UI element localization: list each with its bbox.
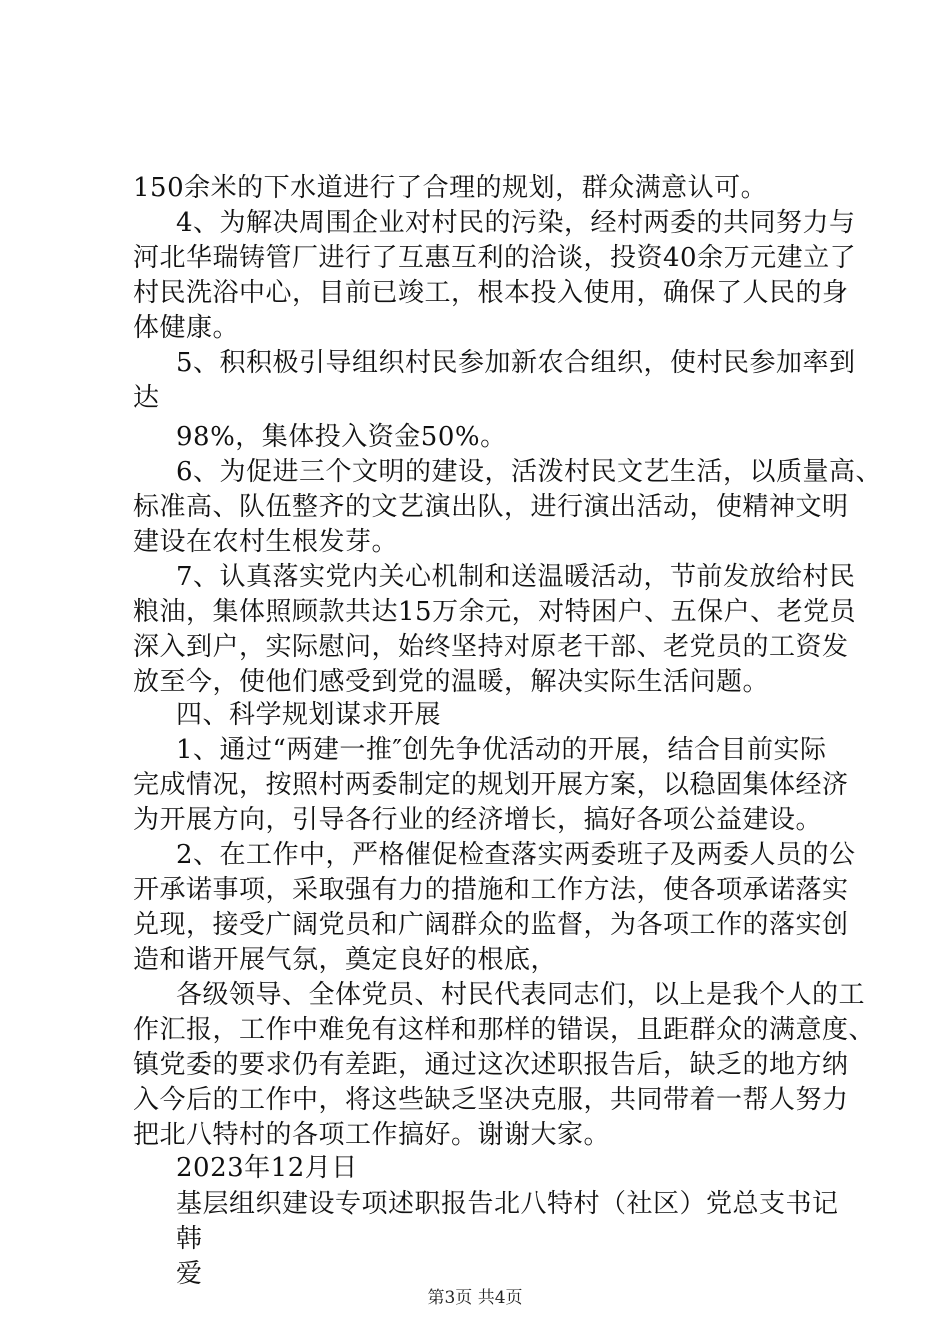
body-line: 98%，集体投入资金50%。 xyxy=(176,422,507,452)
body-line: 各级领导、全体党员、村民代表同志们，以上是我个人的工 xyxy=(176,980,866,1010)
body-line: 标准高、队伍整齐的文艺演出队，进行演出活动，使精神文明 xyxy=(133,492,849,522)
body-line: 作汇报，工作中难免有这样和那样的错误，且距群众的满意度、 xyxy=(133,1015,876,1045)
body-line: 兑现，接受广阔党员和广阔群众的监督，为各项工作的落实创 xyxy=(133,910,849,940)
body-line: 开承诺事项，采取强有力的措施和工作方法，使各项承诺落实 xyxy=(133,875,849,905)
report-date: 2023年12月日 xyxy=(176,1153,358,1183)
body-line: 6、为促进三个文明的建设，活泼村民文艺生活，以质量高、 xyxy=(176,457,883,487)
body-line: 150余米的下水道进行了合理的规划，群众满意认可。 xyxy=(133,173,768,203)
body-line: 河北华瑞铸管厂进行了互惠互利的洽谈，投资40余万元建立了 xyxy=(133,243,857,273)
body-line: 为开展方向，引导各行业的经济增长，搞好各项公益建设。 xyxy=(133,805,823,835)
signature-name-part: 韩 xyxy=(176,1224,203,1254)
body-line: 4、为解决周围企业对村民的污染，经村两委的共同努力与 xyxy=(176,208,856,238)
body-line: 5、积积极引导组织村民参加新农合组织，使村民参加率到 xyxy=(176,348,856,378)
body-line: 把北八特村的各项工作搞好。谢谢大家。 xyxy=(133,1120,611,1150)
page-number: 第3页 共4页 xyxy=(427,1288,523,1308)
body-line: 粮油，集体照顾款共达15万余元，对特困户、五保户、老党员 xyxy=(133,597,857,627)
body-line: 达 xyxy=(133,383,160,413)
section-heading: 四、科学规划谋求开展 xyxy=(176,700,442,730)
body-line: 2、在工作中，严格催促检查落实两委班子及两委人员的公 xyxy=(176,840,856,870)
body-line: 建设在农村生根发芽。 xyxy=(133,527,399,557)
body-line: 放至今，使他们感受到党的温暖，解决实际生活问题。 xyxy=(133,667,770,697)
body-line: 完成情况，按照村两委制定的规划开展方案，以稳固集体经济 xyxy=(133,770,849,800)
body-line: 入今后的工作中，将这些缺乏坚决克服，共同带着一帮人努力 xyxy=(133,1085,849,1115)
signature-name-part: 爱 xyxy=(176,1259,203,1289)
body-line: 镇党委的要求仍有差距，通过这次述职报告后，缺乏的地方纳 xyxy=(133,1050,849,1080)
body-line: 体健康。 xyxy=(133,313,240,343)
body-line: 1、通过“两建一推″创先争优活动的开展，结合目前实际 xyxy=(176,735,827,765)
body-line: 深入到户，实际慰问，始终坚持对原老干部、老党员的工资发 xyxy=(133,632,849,662)
body-line: 村民洗浴中心，目前已竣工，根本投入使用，确保了人民的身 xyxy=(133,278,849,308)
body-line: 造和谐开展气氛，奠定良好的根底， xyxy=(133,945,558,975)
body-line: 7、认真落实党内关心机制和送温暖活动，节前发放给村民 xyxy=(176,562,856,592)
signature-title: 基层组织建设专项述职报告北八特村（社区）党总支书记 xyxy=(176,1189,839,1219)
